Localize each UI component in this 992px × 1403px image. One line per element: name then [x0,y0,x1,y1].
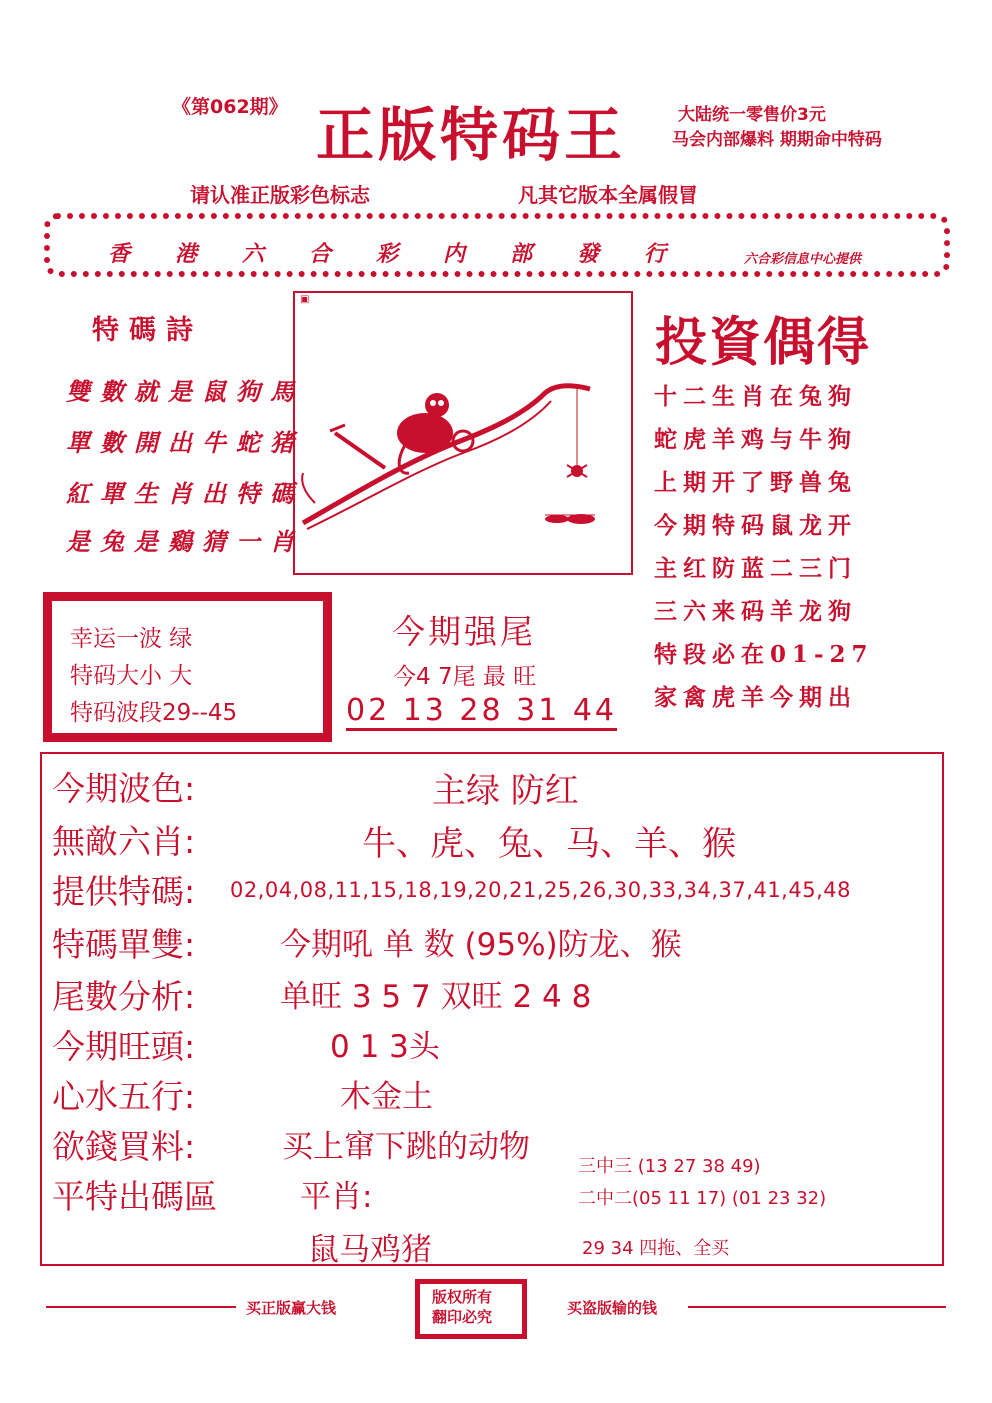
combo-drag: 29 34 四拖、全买 [582,1238,730,1259]
invest-line: 十二生肖在兔狗 [654,383,857,410]
issuer-banner-text: 香港六合彩内部發行 [108,242,712,267]
row-value-odd-even: 今期吼 单 数 (95%)防龙、猴 [280,927,682,963]
row-label-flat-zone: 平特出碼區 [52,1177,217,1216]
poem-line: 單數開出牛蛇猪 [66,429,304,457]
poem-line: 紅單生肖出特碼 [66,480,304,508]
seal-stamp-icon: ▣ [300,294,310,305]
row-value-five-elements: 木金土 [340,1079,433,1115]
invest-line: 主红防蓝二三门 [654,555,857,582]
combo-two-of-two: 二中二(05 11 17) (01 23 32) [578,1188,827,1209]
row-value-wave-color: 主绿 防红 [432,771,579,811]
invest-title: 投資偶得 [655,312,872,373]
combo-three-of-three: 三中三 (13 27 38 49) [578,1156,761,1177]
monkey-on-branch-illustration [295,293,631,573]
insider-note: 马会内部爆料 期期命中特码 [672,130,882,150]
riddle-picture [293,291,633,575]
invest-line: 三六来码羊龙狗 [654,598,857,625]
footer-slogan-right: 买盗版输的钱 [567,1299,658,1317]
copyright-line-2: 翻印必究 [432,1308,493,1326]
copyright-line-1: 版权所有 [432,1288,493,1306]
invest-line: 今期特码鼠龙开 [654,512,857,539]
invest-line: 家禽虎羊今期出 [654,684,857,711]
footer-rule-left [46,1306,236,1308]
counterfeit-notice: 凡其它版本全属假冒 [518,183,698,207]
poem-line: 是兔是鷄猜一肖 [66,528,304,556]
strong-tail-title: 今期强尾 [392,612,536,651]
row-value-six-zodiac: 牛、虎、兔、马、羊、猴 [362,824,736,864]
row-value-flat-zodiac-label: 平肖: [300,1179,373,1215]
poem-line: 雙數就是鼠狗馬 [66,378,304,406]
row-label-five-elements: 心水五行: [52,1077,196,1116]
poem-title: 特碼詩 [92,315,203,346]
lucky-wave: 幸运一波 绿 [70,626,193,652]
issue-number: 《第062期》 [172,96,288,118]
flat-zodiac-value: 鼠马鸡猪 [308,1232,432,1268]
strong-tail-numbers: 02 13 28 31 44 [346,693,617,731]
row-value-tail-analysis: 单旺 3 5 7 双旺 2 4 8 [280,979,592,1015]
row-value-tip: 买上窜下跳的动物 [282,1129,530,1165]
row-label-odd-even: 特碼單雙: [52,925,196,964]
row-label-tail-analysis: 尾數分析: [52,977,196,1016]
special-range: 特码波段29--45 [70,700,238,726]
invest-line: 特段必在01-27 [654,641,874,668]
row-value-lucky-head: 0 1 3头 [330,1029,440,1065]
row-label-tip: 欲錢買料: [52,1127,196,1166]
row-label-lucky-head: 今期旺頭: [52,1027,196,1066]
price-note: 大陆统一零售价3元 [678,105,826,125]
page-title: 正版特码王 [316,101,627,169]
row-label-special-codes: 提供特碼: [52,872,196,911]
row-value-special-codes: 02,04,08,11,15,18,19,20,21,25,26,30,33,34,37,41,45,48 [230,878,851,902]
strong-tail-best: 今4 7尾 最 旺 [393,664,537,690]
footer-slogan-left: 买正版赢大钱 [246,1299,337,1317]
authentic-notice: 请认准正版彩色标志 [190,183,370,207]
row-label-six-zodiac: 無敵六肖: [52,822,196,861]
invest-line: 蛇虎羊鸡与牛狗 [654,426,857,453]
invest-line: 上期开了野兽兔 [654,469,857,496]
row-label-wave-color: 今期波色: [52,769,196,808]
special-size: 特码大小 大 [70,663,193,689]
issuer-banner-source: 六合彩信息中心提供 [744,252,862,267]
footer-rule-right [688,1306,946,1308]
